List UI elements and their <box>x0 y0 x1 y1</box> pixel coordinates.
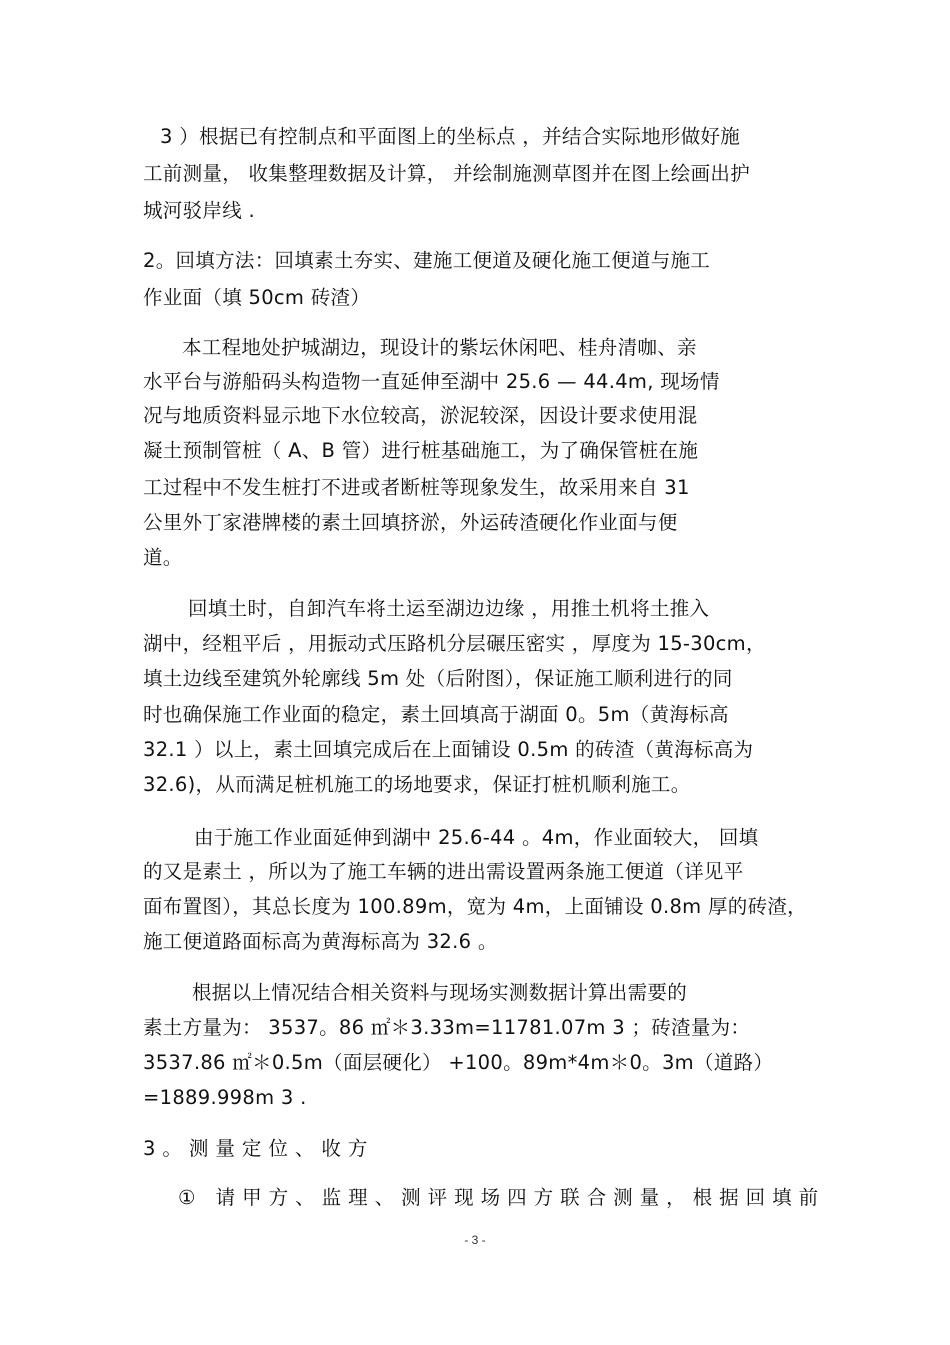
para-2-line-3: 况与地质资料显示地下水位较高，淤泥较深，因设计要求使用混 <box>143 404 698 427</box>
para-2-line-5: 工过程中不发生桩打不进或者断桩等现象发生，故采用来自 31 <box>143 476 690 499</box>
section-2-heading-line-1: 2。回填方法：回填素土夯实、建施工便道及硬化施工便道与施工 <box>143 249 711 272</box>
para-3-line-2: 湖中，经粗平后 ，用振动式压路机分层碾压密实 ，厚度为 15-30cm， <box>143 632 766 655</box>
para-2-line-7: 道。 <box>143 546 183 569</box>
para-4-line-1: 由于施工作业面延伸到湖中 25.6-44 。4m，作业面较大， 回填 <box>194 826 759 849</box>
para-2-line-4: 凝土预制管桩（ A、B 管）进行桩基础施工，为了确保管桩在施 <box>143 439 699 462</box>
para-2-line-6: 公里外丁家港牌楼的素土回填挤淤，外运砖渣硬化作业面与便 <box>143 511 678 534</box>
para-5-line-3: 3537.86 ㎡＊0.5m（面层硬化） +100。89m*4m＊0。3m（道路） <box>143 1051 774 1074</box>
para-5-line-1: 根据以上情况结合相关资料与现场实测数据计算出需要的 <box>192 981 688 1004</box>
para-3-line-6: 32.6)，从而满足桩机施工的场地要求，保证打桩机顺利施工。 <box>143 773 691 796</box>
para-2-line-2: 水平台与游船码头构造物一直延伸至湖中 25.6 — 44.4m, 现场情 <box>143 370 720 393</box>
para-3-line-1: 回填土时，自卸汽车将土运至湖边边缘 ，用推土机将土推入 <box>188 597 710 620</box>
para-5-line-4: =1889.998m 3 . <box>143 1086 307 1109</box>
section-3-item-1: ① 请甲方、监理、测评现场四方联合测量，根据回填前 <box>178 1186 826 1209</box>
para-1-line-2: 工前测量， 收集整理数据及计算， 并绘制施测草图并在图上绘画出护 <box>143 162 750 185</box>
para-4-line-4: 施工便道路面标高为黄海标高为 32.6 。 <box>143 930 498 953</box>
para-3-line-3: 填土边线至建筑外轮廓线 5m 处（后附图），保证施工顺利进行的同 <box>143 667 733 690</box>
para-5-line-2: 素土方量为： 3537。86 ㎡＊3.33m=11781.07m 3 ；砖渣量为： <box>143 1016 751 1039</box>
section-2-heading-line-2: 作业面（填 50cm 砖渣） <box>143 286 371 309</box>
para-2-line-1: 本工程地处护城湖边，现设计的紫坛休闲吧、桂舟清咖、亲 <box>182 336 697 359</box>
para-1-line-1: 3 ）根据已有控制点和平面图上的坐标点 ，并结合实际地形做好施 <box>160 125 741 148</box>
para-4-line-3: 面布置图），其总长度为 100.89m，宽为 4m，上面铺设 0.8m 厚的砖渣， <box>143 895 807 918</box>
para-4-line-2: 的又是素土 ，所以为了施工车辆的进出需设置两条施工便道（详见平 <box>143 860 744 883</box>
page-number: - 3 - <box>464 1233 486 1247</box>
para-3-line-4: 时也确保施工作业面的稳定，素土回填高于湖面 0。5m（黄海标高 <box>143 703 729 726</box>
para-1-line-3: 城河驳岸线 . <box>143 199 255 222</box>
section-3-heading: 3。测量定位、收方 <box>143 1137 375 1160</box>
para-3-line-5: 32.1 ）以上，素土回填完成后在上面铺设 0.5m 的砖渣（黄海标高为 <box>143 738 754 761</box>
